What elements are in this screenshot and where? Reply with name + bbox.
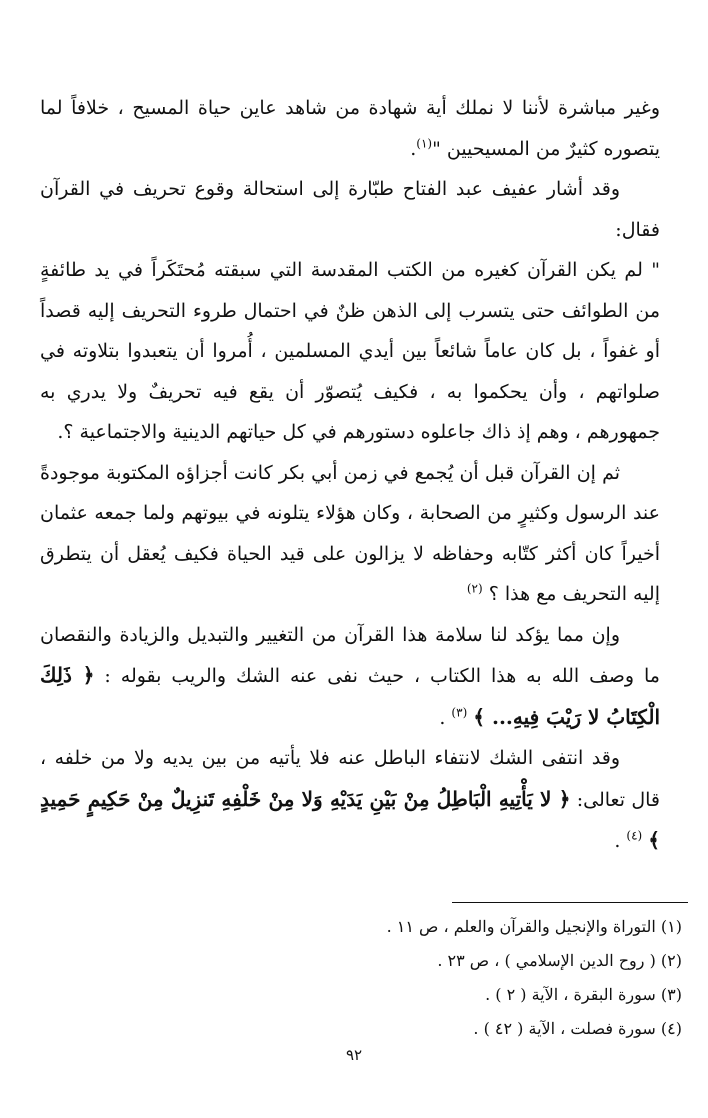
footnote-ref-1: (١) — [416, 136, 433, 151]
main-text — [40, 88, 660, 862]
paragraph-1 — [40, 88, 660, 169]
footnote-4: (٤) سورة فصلت ، الآية ( ٤٢ ) . — [473, 1019, 682, 1038]
footnote-2: (٢) ( روح الدين الإسلامي ) ، ص ٢٣ . — [437, 951, 682, 970]
paragraph-4 — [40, 453, 660, 615]
paragraph-6-end: . — [614, 830, 621, 852]
footnote-3: (٣) سورة البقرة ، الآية ( ٢ ) . — [485, 985, 682, 1004]
page-number: ٩٢ — [345, 1046, 363, 1064]
footnotes — [60, 910, 682, 1046]
paragraph-5 — [40, 615, 660, 739]
paragraph-5-text: وإن مما يؤكد لنا سلامة هذا القرآن من التغيير والتبديل والزيادة والنقصان ما وصف الله به هذا الكتاب ، حيث نفى عنه الشك والريب بقوله : — [40, 623, 660, 687]
paragraph-6-text: وقد انتفى الشك لانتفاء الباطل عنه فلا يأتيه من بين يديه ولا من خلفه ، قال تعالى: — [40, 747, 660, 811]
paragraph-2: وقد أشار عفيف عبد الفتاح طبّارة إلى استحالة وقوع تحريف في القرآن فقال: — [40, 178, 660, 241]
footnote-1: (١) التوراة والإنجيل والقرآن والعلم ، ص ١١ . — [386, 917, 682, 936]
footnote-divider — [452, 902, 688, 903]
quran-verse-1: ﴿ ذَلِكَ الْكِتَابُ لا رَيْبَ فِيهِ... ﴾ — [40, 663, 660, 729]
footnote-ref-3: (٣) — [451, 705, 468, 720]
quran-verse-2: ﴿ لا يَأْتِيهِ الْبَاطِلُ مِنْ بَيْنِ يَدَيْهِ وَلا مِنْ خَلْفِهِ تَنزِيلٌ مِنْ حَكِيمٍ حَمِيدٍ ﴾ — [40, 786, 660, 852]
quote-paragraph: " لم يكن القرآن كغيره من الكتب المقدسة التي سبقته مُحتَكَراً في يد طائفةٍ من الطوائف حتى يتسرب إلى الذهن ظنٌ في احتمال طروء التحريف إليه قصداً أو غفواً ، بل كان عاماً شائعاً بين أيدي المسلمين ، أُمروا أن يتعبدوا بتلاوته في صلواتهم ، وأن يحكموا به ، فكيف يُتصوّر أن يقع فيه تحريفٌ ولا يدري به جمهورهم ، وهم إذ ذاك جاعلوه دستورهم في كل حياتهم الدينية والاجتماعية ؟. — [40, 259, 660, 443]
paragraph-6 — [40, 738, 660, 862]
paragraph-4-text: ثم إن القرآن قبل أن يُجمع في زمن أبي بكر كانت أجزاؤه المكتوبة موجودةً عند الرسول وكثيرٍ من الصحابة ، وكان هؤلاء يتلونه في بيوتهم ولما جمعه عثمان أخيراً كان أكثر كتّابه وحفاظه لا يزالون على قيد الحياة فكيف يُعقل أن يتطرق إليه التحريف مع هذا ؟ — [40, 461, 660, 605]
footnote-ref-2: (٢) — [466, 581, 483, 596]
footnote-ref-4: (٤) — [626, 828, 643, 843]
paragraph-5-end: . — [439, 706, 446, 729]
paragraph-1-end: . — [410, 137, 417, 160]
paragraph-1-text: وغير مباشرة لأننا لا نملك أية شهادة من شاهد عاين حياة المسيح ، خلافاً لما يتصوره كثيرٌ من المسيحيين " — [40, 97, 660, 160]
